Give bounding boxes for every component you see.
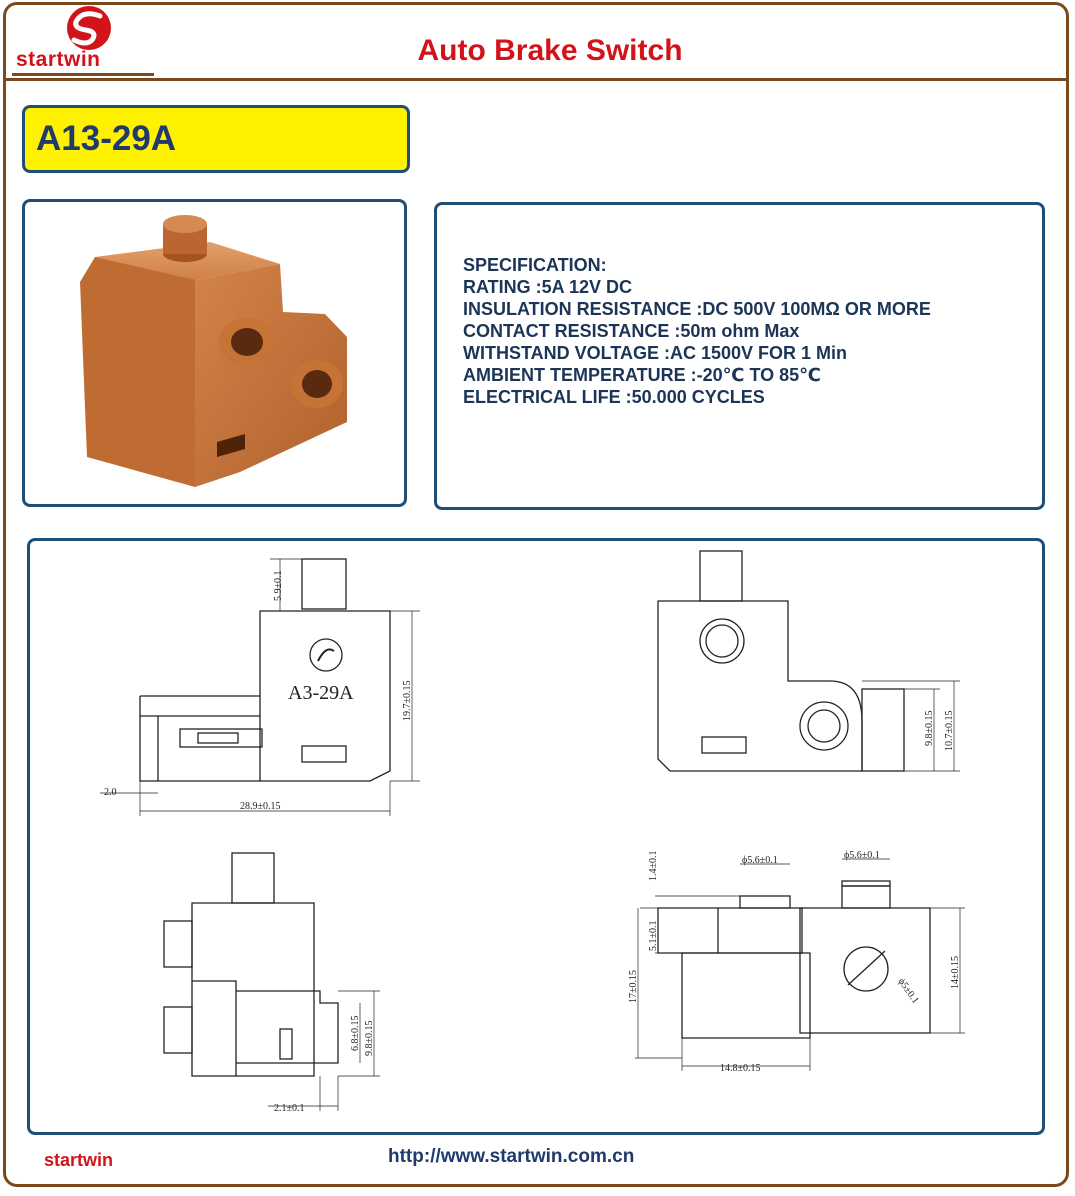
dim-label: 2.0: [104, 787, 117, 798]
spec-line: ELECTRICAL LIFE :50.000 CYCLES: [463, 387, 765, 407]
footer-brand: startwin: [44, 1150, 114, 1170]
model-code: A13-29A: [36, 119, 177, 158]
dim-label: 9.8±0.15: [924, 710, 935, 746]
dim-label: 14.8±0.15: [720, 1063, 761, 1074]
logo-underline: [12, 73, 154, 76]
side-view: [164, 853, 380, 1111]
page-title: Auto Brake Switch: [417, 34, 683, 67]
part-marking: A3-29A: [288, 682, 354, 704]
spec-line: RATING :5A 12V DC: [463, 277, 633, 297]
top-view: [635, 859, 965, 1071]
footer-url-link[interactable]: http://www.startwin.com.cn: [388, 1146, 635, 1167]
product-photo-panel: [22, 199, 407, 507]
specification-panel: [434, 202, 1045, 510]
header-divider: [3, 78, 1069, 81]
model-code-box: [22, 105, 410, 173]
dim-label: 10.7±0.15: [944, 710, 955, 751]
dim-label: 6.8±0.15: [350, 1015, 361, 1051]
dim-label: 5.1±0.1: [648, 920, 659, 951]
dim-label: ϕ5±0.1: [895, 976, 921, 1006]
dim-label: 9.8±0.15: [364, 1020, 375, 1056]
logo-wordmark: startwin: [16, 48, 101, 71]
dim-label: ϕ5.6±0.1: [844, 850, 880, 861]
spec-line: AMBIENT TEMPERATURE :-20℃ TO 85℃: [463, 365, 821, 385]
dim-label: 1.4±0.1: [648, 850, 659, 881]
dim-label: 17±0.15: [628, 970, 639, 1003]
technical-drawing: [30, 541, 1042, 1132]
front-view: [100, 559, 420, 816]
dim-label: 2.1±0.1: [274, 1103, 305, 1114]
product-photo: [25, 202, 404, 504]
spec-heading: SPECIFICATION:: [463, 255, 607, 275]
dim-label: 5.9±0.1: [273, 570, 284, 601]
dim-label: 19.7±0.15: [402, 680, 413, 721]
dim-label: ϕ5.6±0.1: [742, 855, 778, 866]
dim-label: 14±0.15: [950, 956, 961, 989]
rear-view: [658, 551, 960, 771]
spec-line: INSULATION RESISTANCE :DC 500V 100MΩ OR MORE: [463, 299, 931, 319]
dim-label: 28.9±0.15: [240, 801, 281, 812]
spec-line: CONTACT RESISTANCE :50m ohm Max: [463, 321, 800, 341]
drawing-panel: [27, 538, 1045, 1135]
spec-line: WITHSTAND VOLTAGE :AC 1500V FOR 1 Min: [463, 343, 848, 363]
